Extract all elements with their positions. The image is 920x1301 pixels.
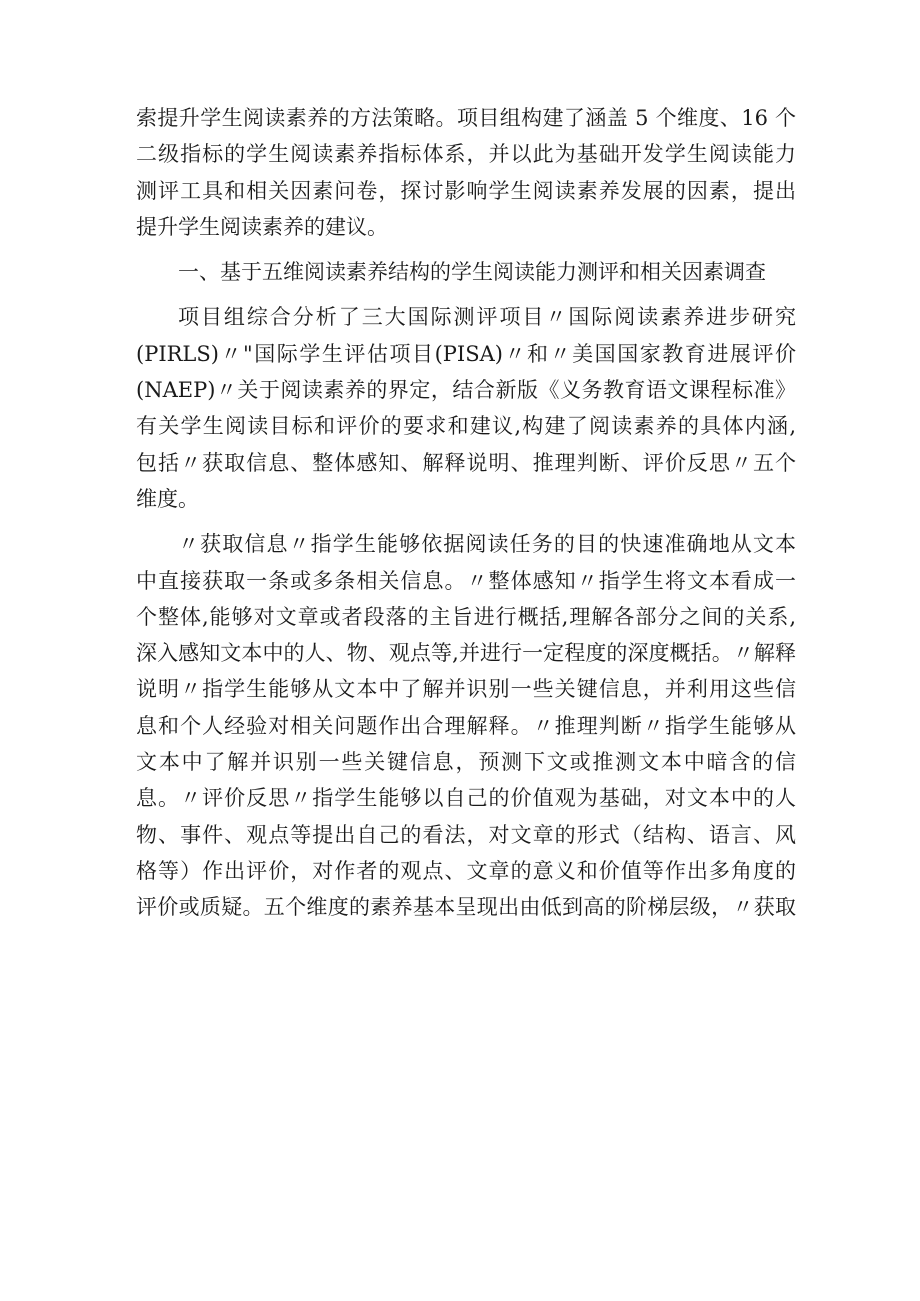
paragraph-2-line-5: 包括〃获取信息、整体感知、解释说明、推理判断、评价反思〃五个	[136, 450, 796, 475]
paragraph-2-line-2: (PIRLS)〃"国际学生评估项目(PISA)〃和〃美国国家教育进展评价	[136, 341, 796, 366]
paragraph-3-line-11: 评价或质疑。五个维度的素养基本呈现出由低到高的阶梯层级，〃获取	[136, 895, 796, 920]
paragraph-3-line-1: 〃获取信息〃指学生能够依据阅读任务的目的快速准确地从文本	[178, 532, 796, 557]
document-body	[136, 100, 796, 926]
paragraph-2-line-4: 有关学生阅读目标和评价的要求和建议,构建了阅读素养的具体内涵,	[136, 414, 796, 439]
paragraph-3-line-6: 息和个人经验对相关问题作出合理解释。〃推理判断〃指学生能够从	[136, 713, 796, 738]
paragraph-1-line-1: 索提升学生阅读素养的方法策略。项目组构建了涵盖 5 个维度、16 个	[136, 106, 796, 130]
paragraph-1-line-2: 二级指标的学生阅读素养指标体系，并以此为基础开发学生阅读能力	[136, 142, 796, 167]
paragraph-1-line-3: 测评工具和相关因素问卷，探讨影响学生阅读素养发展的因素，提出	[136, 178, 796, 203]
paragraph-2-line-3: (NAEP)〃关于阅读素养的界定，结合新版《义务教育语文课程标准》	[136, 378, 796, 403]
paragraph-3-line-4: 深入感知文本中的人、物、观点等,并进行一定程度的深度概括。〃解释	[136, 641, 796, 666]
paragraph-1-line-4: 提升学生阅读素养的建议。	[136, 214, 388, 239]
paragraph-2-line-6: 维度。	[136, 486, 199, 511]
paragraph-3-line-10: 格等）作出评价，对作者的观点、文章的意义和价值等作出多角度的	[136, 858, 796, 883]
paragraph-3-line-5: 说明〃指学生能够从文本中了解并识别一些关键信息，并利用这些信	[136, 677, 796, 702]
paragraph-2-line-1: 项目组综合分析了三大国际测评项目〃国际阅读素养进步研究	[178, 305, 796, 330]
paragraph-3-line-3: 个整体,能够对文章或者段落的主旨进行概括,理解各部分之间的关系,	[136, 604, 796, 629]
paragraph-3-line-9: 物、事件、观点等提出自己的看法，对文章的形式（结构、语言、风	[136, 822, 796, 847]
paragraph-3-line-7: 文本中了解并识别一些关键信息，预测下文或推测文本中暗含的信	[136, 750, 796, 775]
paragraph-3-line-2: 中直接获取一条或多条相关信息。〃整体感知〃指学生将文本看成一	[136, 568, 796, 593]
section-heading: 一、基于五维阅读素养结构的学生阅读能力测评和相关因素调查	[178, 260, 766, 285]
paragraph-3-line-8: 息。〃评价反思〃指学生能够以自己的价值观为基础，对文本中的人	[136, 786, 796, 811]
